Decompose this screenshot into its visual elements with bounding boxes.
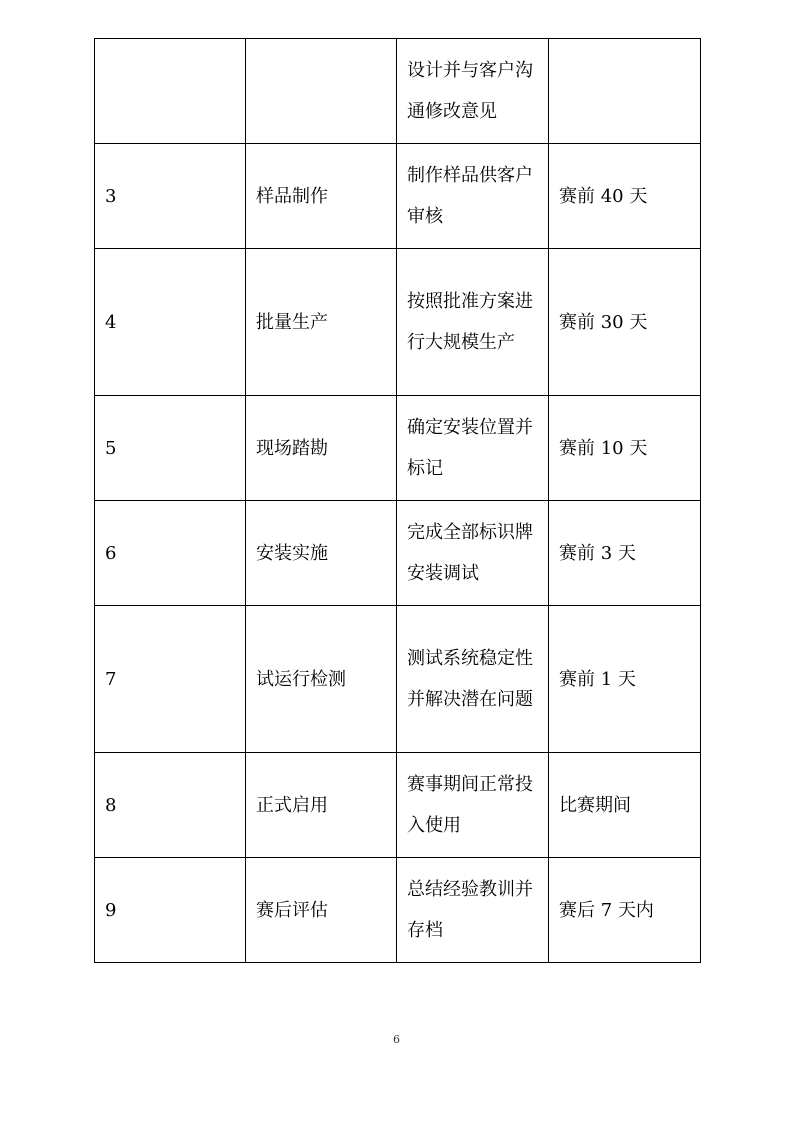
cell-content: 赛事期间正常投入使用 xyxy=(397,753,549,858)
cell-stage: 正式启用 xyxy=(246,753,397,858)
table-row xyxy=(95,144,701,249)
cell-time: 赛前 3 天 xyxy=(549,501,701,606)
cell-number: 6 xyxy=(95,501,246,606)
cell-time: 比赛期间 xyxy=(549,753,701,858)
cell-time: 赛前 10 天 xyxy=(549,396,701,501)
cell-number: 3 xyxy=(95,144,246,249)
cell-number xyxy=(95,39,246,144)
table-row xyxy=(95,753,701,858)
cell-number: 4 xyxy=(95,249,246,396)
cell-time: 赛前 1 天 xyxy=(549,606,701,753)
cell-number: 9 xyxy=(95,858,246,963)
cell-stage: 样品制作 xyxy=(246,144,397,249)
table-row xyxy=(95,858,701,963)
cell-time: 赛前 40 天 xyxy=(549,144,701,249)
cell-time: 赛后 7 天内 xyxy=(549,858,701,963)
cell-content: 完成全部标识牌安装调试 xyxy=(397,501,549,606)
table-row xyxy=(95,39,701,144)
cell-content: 制作样品供客户审核 xyxy=(397,144,549,249)
cell-stage: 安装实施 xyxy=(246,501,397,606)
cell-number: 7 xyxy=(95,606,246,753)
cell-content: 设计并与客户沟通修改意见 xyxy=(397,39,549,144)
cell-number: 5 xyxy=(95,396,246,501)
table-row xyxy=(95,501,701,606)
cell-stage: 批量生产 xyxy=(246,249,397,396)
cell-content: 确定安装位置并标记 xyxy=(397,396,549,501)
table-row xyxy=(95,606,701,753)
schedule-table xyxy=(94,38,701,963)
page-number: 6 xyxy=(393,1033,400,1046)
table-row xyxy=(95,396,701,501)
table-row xyxy=(95,249,701,396)
cell-content: 总结经验教训并存档 xyxy=(397,858,549,963)
cell-stage xyxy=(246,39,397,144)
cell-content: 按照批准方案进行大规模生产 xyxy=(397,249,549,396)
cell-number: 8 xyxy=(95,753,246,858)
cell-stage: 现场踏勘 xyxy=(246,396,397,501)
cell-stage: 赛后评估 xyxy=(246,858,397,963)
cell-time xyxy=(549,39,701,144)
cell-time: 赛前 30 天 xyxy=(549,249,701,396)
cell-content: 测试系统稳定性并解决潜在问题 xyxy=(397,606,549,753)
cell-stage: 试运行检测 xyxy=(246,606,397,753)
